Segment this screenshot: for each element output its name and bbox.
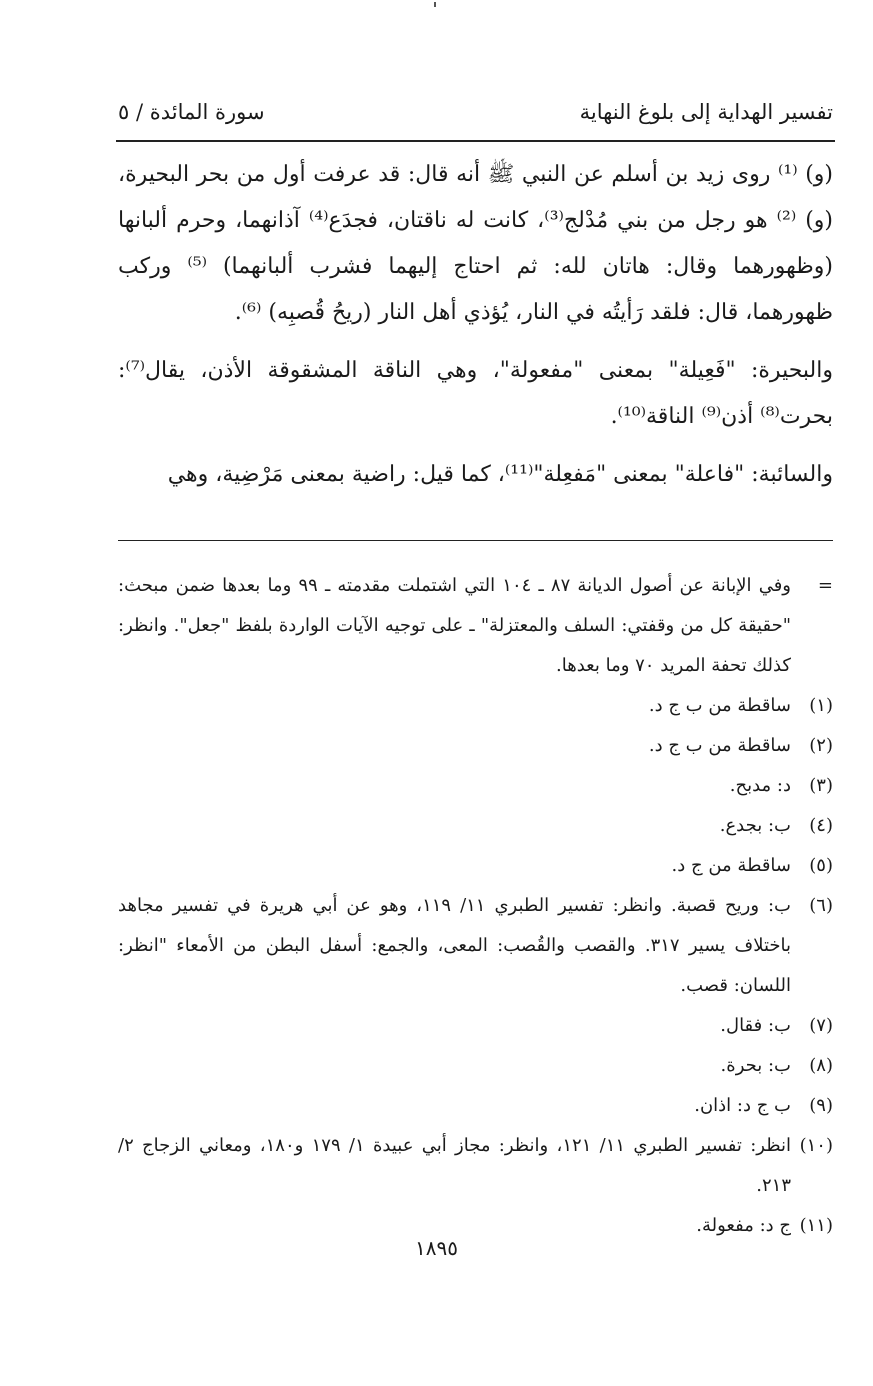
footnote xyxy=(118,1006,833,1046)
footnote-text: ج د: مفعولة. xyxy=(696,1215,791,1236)
footnote xyxy=(118,766,833,806)
footnote-text: ساقطة من ب ج د. xyxy=(648,735,791,756)
footnote-text: ساقطة من ج د. xyxy=(671,855,791,876)
surah-label: سورة المائدة / ٥ xyxy=(118,100,265,124)
footnote-number: (٥) xyxy=(809,855,833,876)
footnote-number: (١٠) xyxy=(799,1135,833,1156)
footnote xyxy=(118,726,833,766)
paragraph: والسائبة: "فاعلة" بمعنى "مَفعِلة"⁽¹¹⁾، كما قيل: راضية بمعنى مَرْضِية، وهي xyxy=(167,462,833,487)
footnote-number: (١) xyxy=(809,695,833,716)
footnote-text: د: مدبح. xyxy=(729,775,791,796)
footnote-number: (٢) xyxy=(809,735,833,756)
footnotes xyxy=(118,566,833,1246)
footnote-text: ب: بحرة. xyxy=(720,1055,791,1076)
footnote xyxy=(118,686,833,726)
footnote-number: (٨) xyxy=(809,1055,833,1076)
footnote-text: ب: وريح قصبة. وانظر: تفسير الطبري ١١/ ١١٩، وهو عن أبي هريرة في تفسير مجاهد باختلاف يسير ٣١٧. والقصب والقُصب: المعى، والجمع: أسفل البطن من الأمعاء "انظر: اللسان: قصب. xyxy=(118,895,792,996)
footnote-number: (٤) xyxy=(809,815,833,836)
book-title: تفسير الهداية إلى بلوغ النهاية xyxy=(579,100,833,124)
footnote xyxy=(118,1126,833,1206)
running-header xyxy=(118,92,833,132)
footnote-number: (١١) xyxy=(799,1215,833,1236)
footnote-rule xyxy=(118,540,833,541)
footnote-text: ساقطة من ب ج د. xyxy=(648,695,791,716)
paragraph: والبحيرة: "فَعِيلة" بمعنى "مفعولة"، وهي الناقة المشقوقة الأذن، يقال⁽⁷⁾: بحرت⁽⁸⁾ أذن⁽⁹⁾ الناقة⁽¹⁰⁾. xyxy=(118,358,833,429)
page-number: ١٨٩٥ xyxy=(415,1236,458,1260)
footnote-text: انظر: تفسير الطبري ١١/ ١٢١، وانظر: مجاز أبي عبيدة ١/ ١٧٩ و١٨٠، ومعاني الزجاج ٢/ ٢١٣. xyxy=(118,1135,791,1196)
footnote xyxy=(118,886,833,1006)
footnote-number: (٣) xyxy=(809,775,833,796)
main-text xyxy=(118,152,833,498)
footnote xyxy=(118,1086,833,1126)
footnote-text: وفي الإبانة عن أصول الديانة ٨٧ ـ ١٠٤ التي اشتملت مقدمته ـ ٩٩ وما بعدها ضمن مبحث: "حقيقة كل من وقفتي: السلف والمعتزلة" ـ على توجيه الآيات الواردة بلفظ "جعل". وانظر: كذلك تحفة المريد ٧٠ وما بعدها. xyxy=(118,575,791,676)
footnote xyxy=(118,806,833,846)
scan-speck xyxy=(434,2,436,7)
footnote-number: (٦) xyxy=(809,895,833,916)
footnote-number: (٩) xyxy=(809,1095,833,1116)
footnote-text: ب: بجدع. xyxy=(719,815,791,836)
footnote-text: ب: فقال. xyxy=(720,1015,791,1036)
paragraph: (و) ⁽¹⁾ روى زيد بن أسلم عن النبي ﷺ أنه قال: قد عرفت أول من بحر البحيرة، (و) ⁽²⁾ هو رجل من بني مُدْلج⁽³⁾، كانت له ناقتان، فجدَع⁽⁴⁾ آذانهما، وحرم ألبانها (وظهورهما وقال: هاتان لله: ثم احتاج إليهما فشرب ألبانهما) ⁽⁵⁾ وركب ظهورهما، قال: فلقد رَأيتُه في النار، يُؤذي أهل النار (ريحُ قُصبِه) ⁽⁶⁾. xyxy=(118,162,834,325)
footnote xyxy=(118,1046,833,1086)
continuation-mark: = xyxy=(817,575,833,596)
footnote-continuation xyxy=(118,566,833,686)
header-rule xyxy=(116,140,835,142)
footnote-text: ب ج د: اذان. xyxy=(694,1095,791,1116)
footnote xyxy=(118,846,833,886)
footnote-number: (٧) xyxy=(809,1015,833,1036)
